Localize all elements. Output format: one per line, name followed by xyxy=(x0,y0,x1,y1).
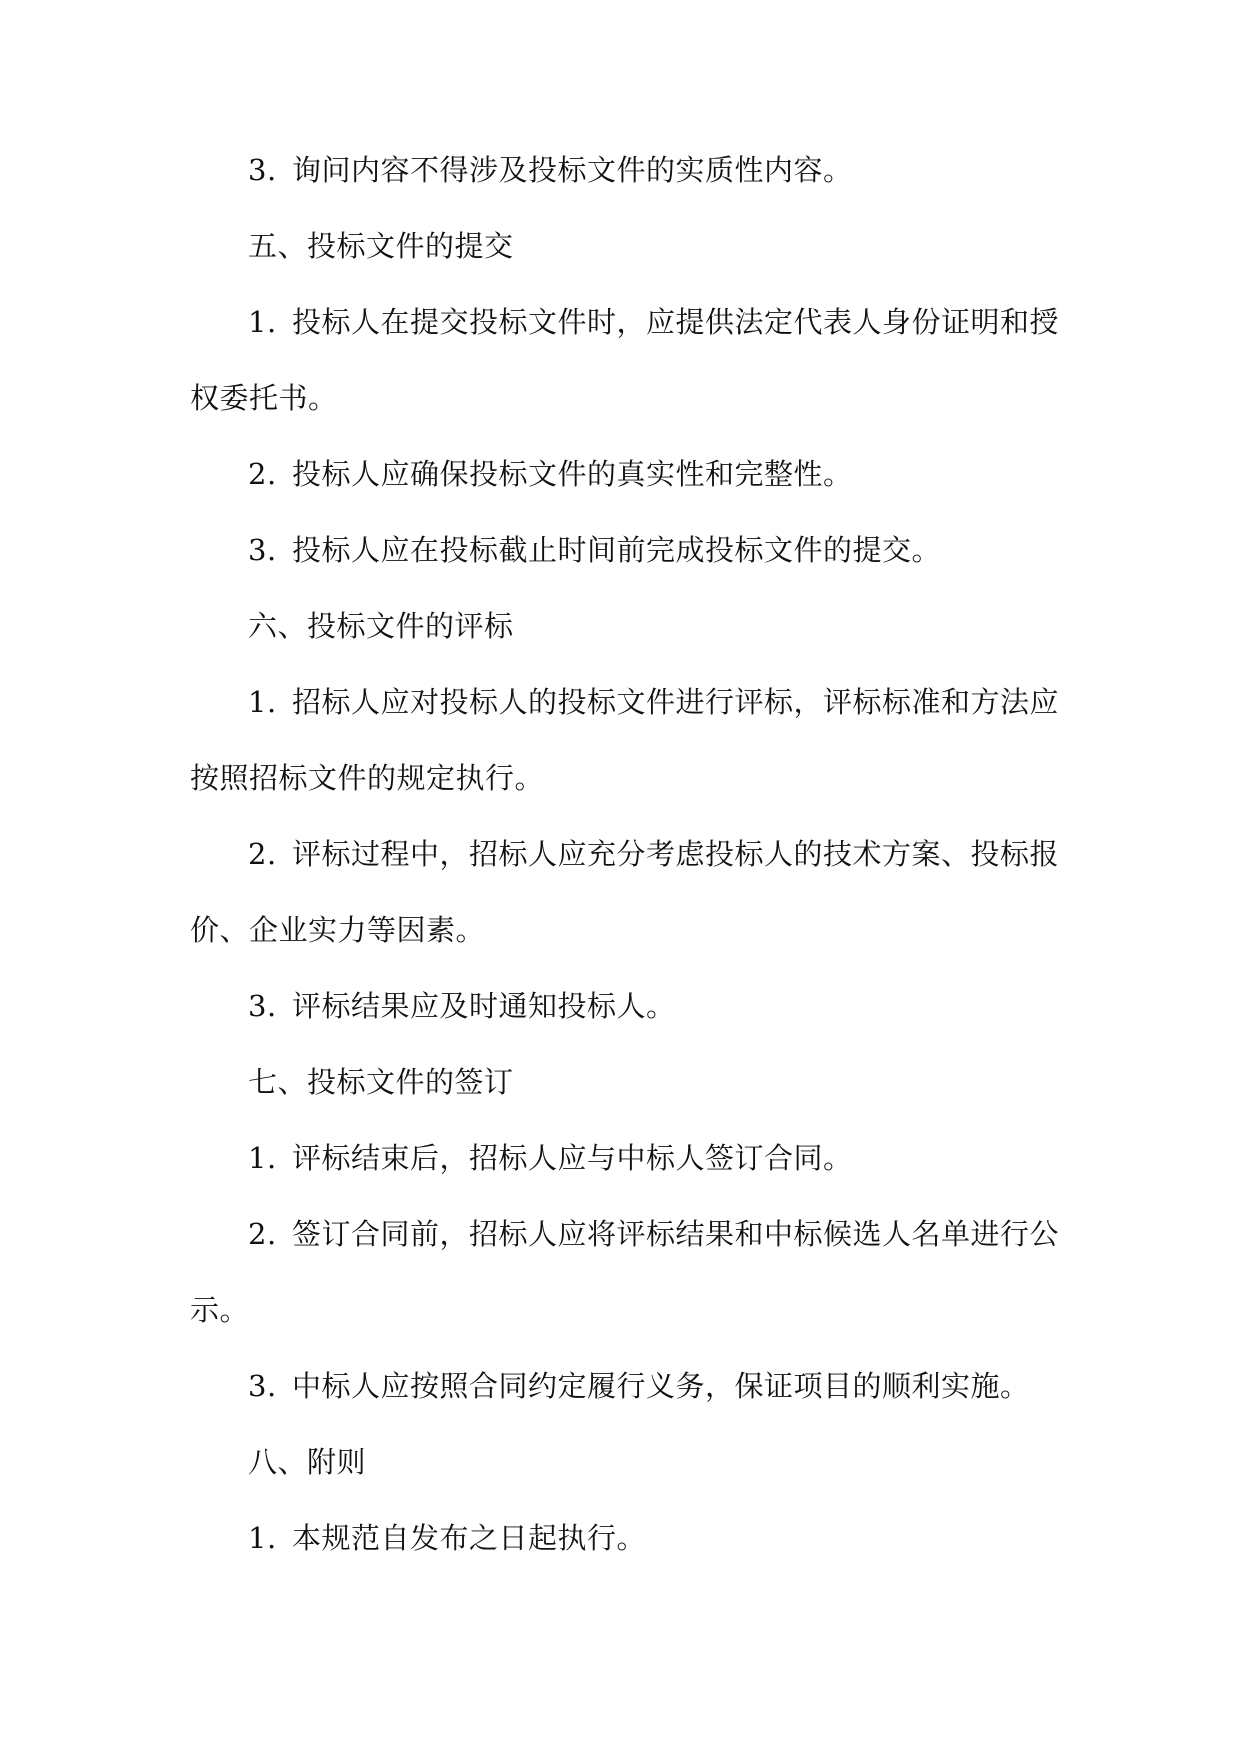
item-text: 签订合同前，招标人应将评标结果和中标候选人名单进行公 xyxy=(292,1217,1060,1251)
heading-text: 六、投标文件的评标 xyxy=(248,609,514,643)
paragraph-line xyxy=(248,1518,1128,1558)
paragraph-continuation xyxy=(190,1290,1070,1330)
item-text: 中标人应按照合同约定履行义务，保证项目的顺利实施。 xyxy=(292,1369,1030,1403)
item-text: 投标人在提交投标文件时，应提供法定代表人身份证明和授 xyxy=(292,305,1060,339)
item-number: 3. xyxy=(248,153,277,187)
item-text: 评标结束后，招标人应与中标人签订合同。 xyxy=(292,1141,853,1175)
item-text: 示。 xyxy=(190,1293,250,1327)
item-number: 2. xyxy=(248,1217,277,1251)
section-heading xyxy=(248,606,1128,646)
item-number: 3. xyxy=(248,989,277,1023)
paragraph-continuation xyxy=(190,910,1070,950)
item-number: 2. xyxy=(248,457,277,491)
item-text: 投标人应在投标截止时间前完成投标文件的提交。 xyxy=(292,533,942,567)
section-heading xyxy=(248,1062,1128,1102)
paragraph-line xyxy=(248,834,1128,874)
item-text: 评标过程中，招标人应充分考虑投标人的技术方案、投标报 xyxy=(292,837,1060,871)
heading-text: 八、附则 xyxy=(248,1445,367,1479)
item-number: 3. xyxy=(248,533,277,567)
paragraph-line xyxy=(248,454,1128,494)
item-number: 2. xyxy=(248,837,277,871)
item-number: 1. xyxy=(248,1521,277,1555)
section-heading xyxy=(248,1442,1128,1482)
item-text: 评标结果应及时通知投标人。 xyxy=(292,989,676,1023)
paragraph-line xyxy=(248,986,1128,1026)
item-text: 价、企业实力等因素。 xyxy=(190,913,486,947)
item-number: 1. xyxy=(248,685,277,719)
paragraph-line xyxy=(248,302,1128,342)
paragraph-line xyxy=(248,1214,1128,1254)
item-number: 1. xyxy=(248,1141,277,1175)
item-text: 本规范自发布之日起执行。 xyxy=(292,1521,647,1555)
paragraph-line xyxy=(248,530,1128,570)
item-text: 询问内容不得涉及投标文件的实质性内容。 xyxy=(292,153,853,187)
item-text: 按照招标文件的规定执行。 xyxy=(190,761,545,795)
item-text: 权委托书。 xyxy=(190,381,338,415)
item-number: 3. xyxy=(248,1369,277,1403)
paragraph-continuation xyxy=(190,758,1070,798)
paragraph-continuation xyxy=(190,378,1070,418)
item-text: 招标人应对投标人的投标文件进行评标，评标标准和方法应 xyxy=(292,685,1060,719)
heading-text: 五、投标文件的提交 xyxy=(248,229,514,263)
item-text: 投标人应确保投标文件的真实性和完整性。 xyxy=(292,457,853,491)
paragraph-line xyxy=(248,150,1128,190)
paragraph-line xyxy=(248,682,1128,722)
heading-text: 七、投标文件的签订 xyxy=(248,1065,514,1099)
paragraph-line xyxy=(248,1366,1128,1406)
item-number: 1. xyxy=(248,305,277,339)
paragraph-line xyxy=(248,1138,1128,1178)
section-heading xyxy=(248,226,1128,266)
